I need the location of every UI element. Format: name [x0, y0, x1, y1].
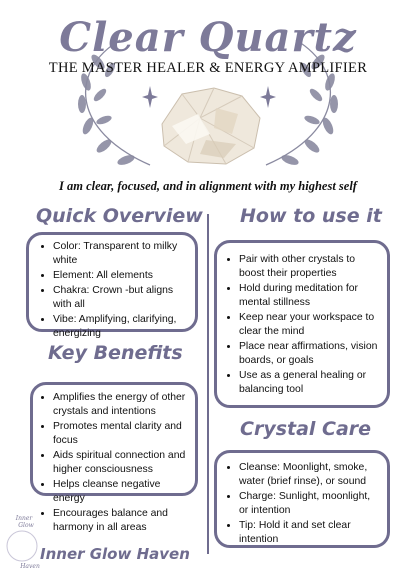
column-divider — [207, 214, 209, 554]
list-item: • Color: Transparent to milky white — [53, 240, 187, 268]
list-item: • Cleanse: Moonlight, smoke, water (brief rinse), or sound — [239, 461, 381, 489]
list-item: • Helps cleanse negative energy — [53, 478, 189, 506]
list-item: • Charge: Sunlight, moonlight, or intention — [239, 490, 381, 518]
key-benefits-heading: Key Benefits — [48, 342, 183, 364]
list-item: • Hold during meditation for mental stillness — [239, 282, 381, 310]
list-item: • Encourages balance and harmony in all areas — [53, 507, 189, 535]
list-item: • Tip: Hold it and set clear intention — [239, 519, 381, 547]
page-title: Clear Quartz — [59, 14, 357, 61]
list-item: • Amplifies the energy of other crystals and intentions — [53, 391, 189, 419]
how-to-use-list — [219, 253, 381, 397]
list-item: • Pair with other crystals to boost their properties — [239, 253, 381, 281]
how-to-use-box — [214, 240, 390, 408]
key-benefits-box — [30, 382, 198, 533]
list-item: • Keep near your workspace to clear the mind — [239, 311, 381, 339]
logo-text-3: Haven — [20, 563, 40, 570]
moon-logo-icon — [4, 512, 44, 572]
clear-quartz-crystal-image — [150, 84, 268, 168]
brand-name: Inner Glow Haven — [40, 545, 190, 563]
list-item: • Place near affirmations, vision boards, or goals — [239, 340, 381, 368]
logo-text-2: Glow — [18, 522, 34, 529]
quick-overview-heading: Quick Overview — [36, 205, 203, 227]
list-item: • Aids spiritual connection and higher consciousness — [53, 449, 189, 477]
crystal-care-heading: Crystal Care — [240, 418, 372, 440]
how-to-use-heading: How to use it — [240, 205, 382, 227]
list-item: • Chakra: Crown -but aligns with all — [53, 284, 187, 312]
list-item: • Element: All elements — [53, 269, 187, 283]
crystal-care-list — [219, 461, 381, 547]
list-item: • Vibe: Amplifying, clarifying, energizing — [53, 313, 187, 341]
crystal-care-box — [214, 450, 390, 548]
key-benefits-list — [33, 391, 189, 535]
quick-overview-list — [33, 240, 187, 341]
affirmation: I am clear, focused, and in alignment with my highest self — [59, 179, 357, 193]
list-item: • Use as a general healing or balancing tool — [239, 369, 381, 397]
page-subtitle: THE MASTER HEALER & ENERGY AMPLIFIER — [48, 60, 368, 76]
list-item: • Promotes mental clarity and focus — [53, 420, 189, 448]
quick-overview-box — [26, 232, 198, 339]
logo-text-1: Inner — [15, 515, 33, 522]
